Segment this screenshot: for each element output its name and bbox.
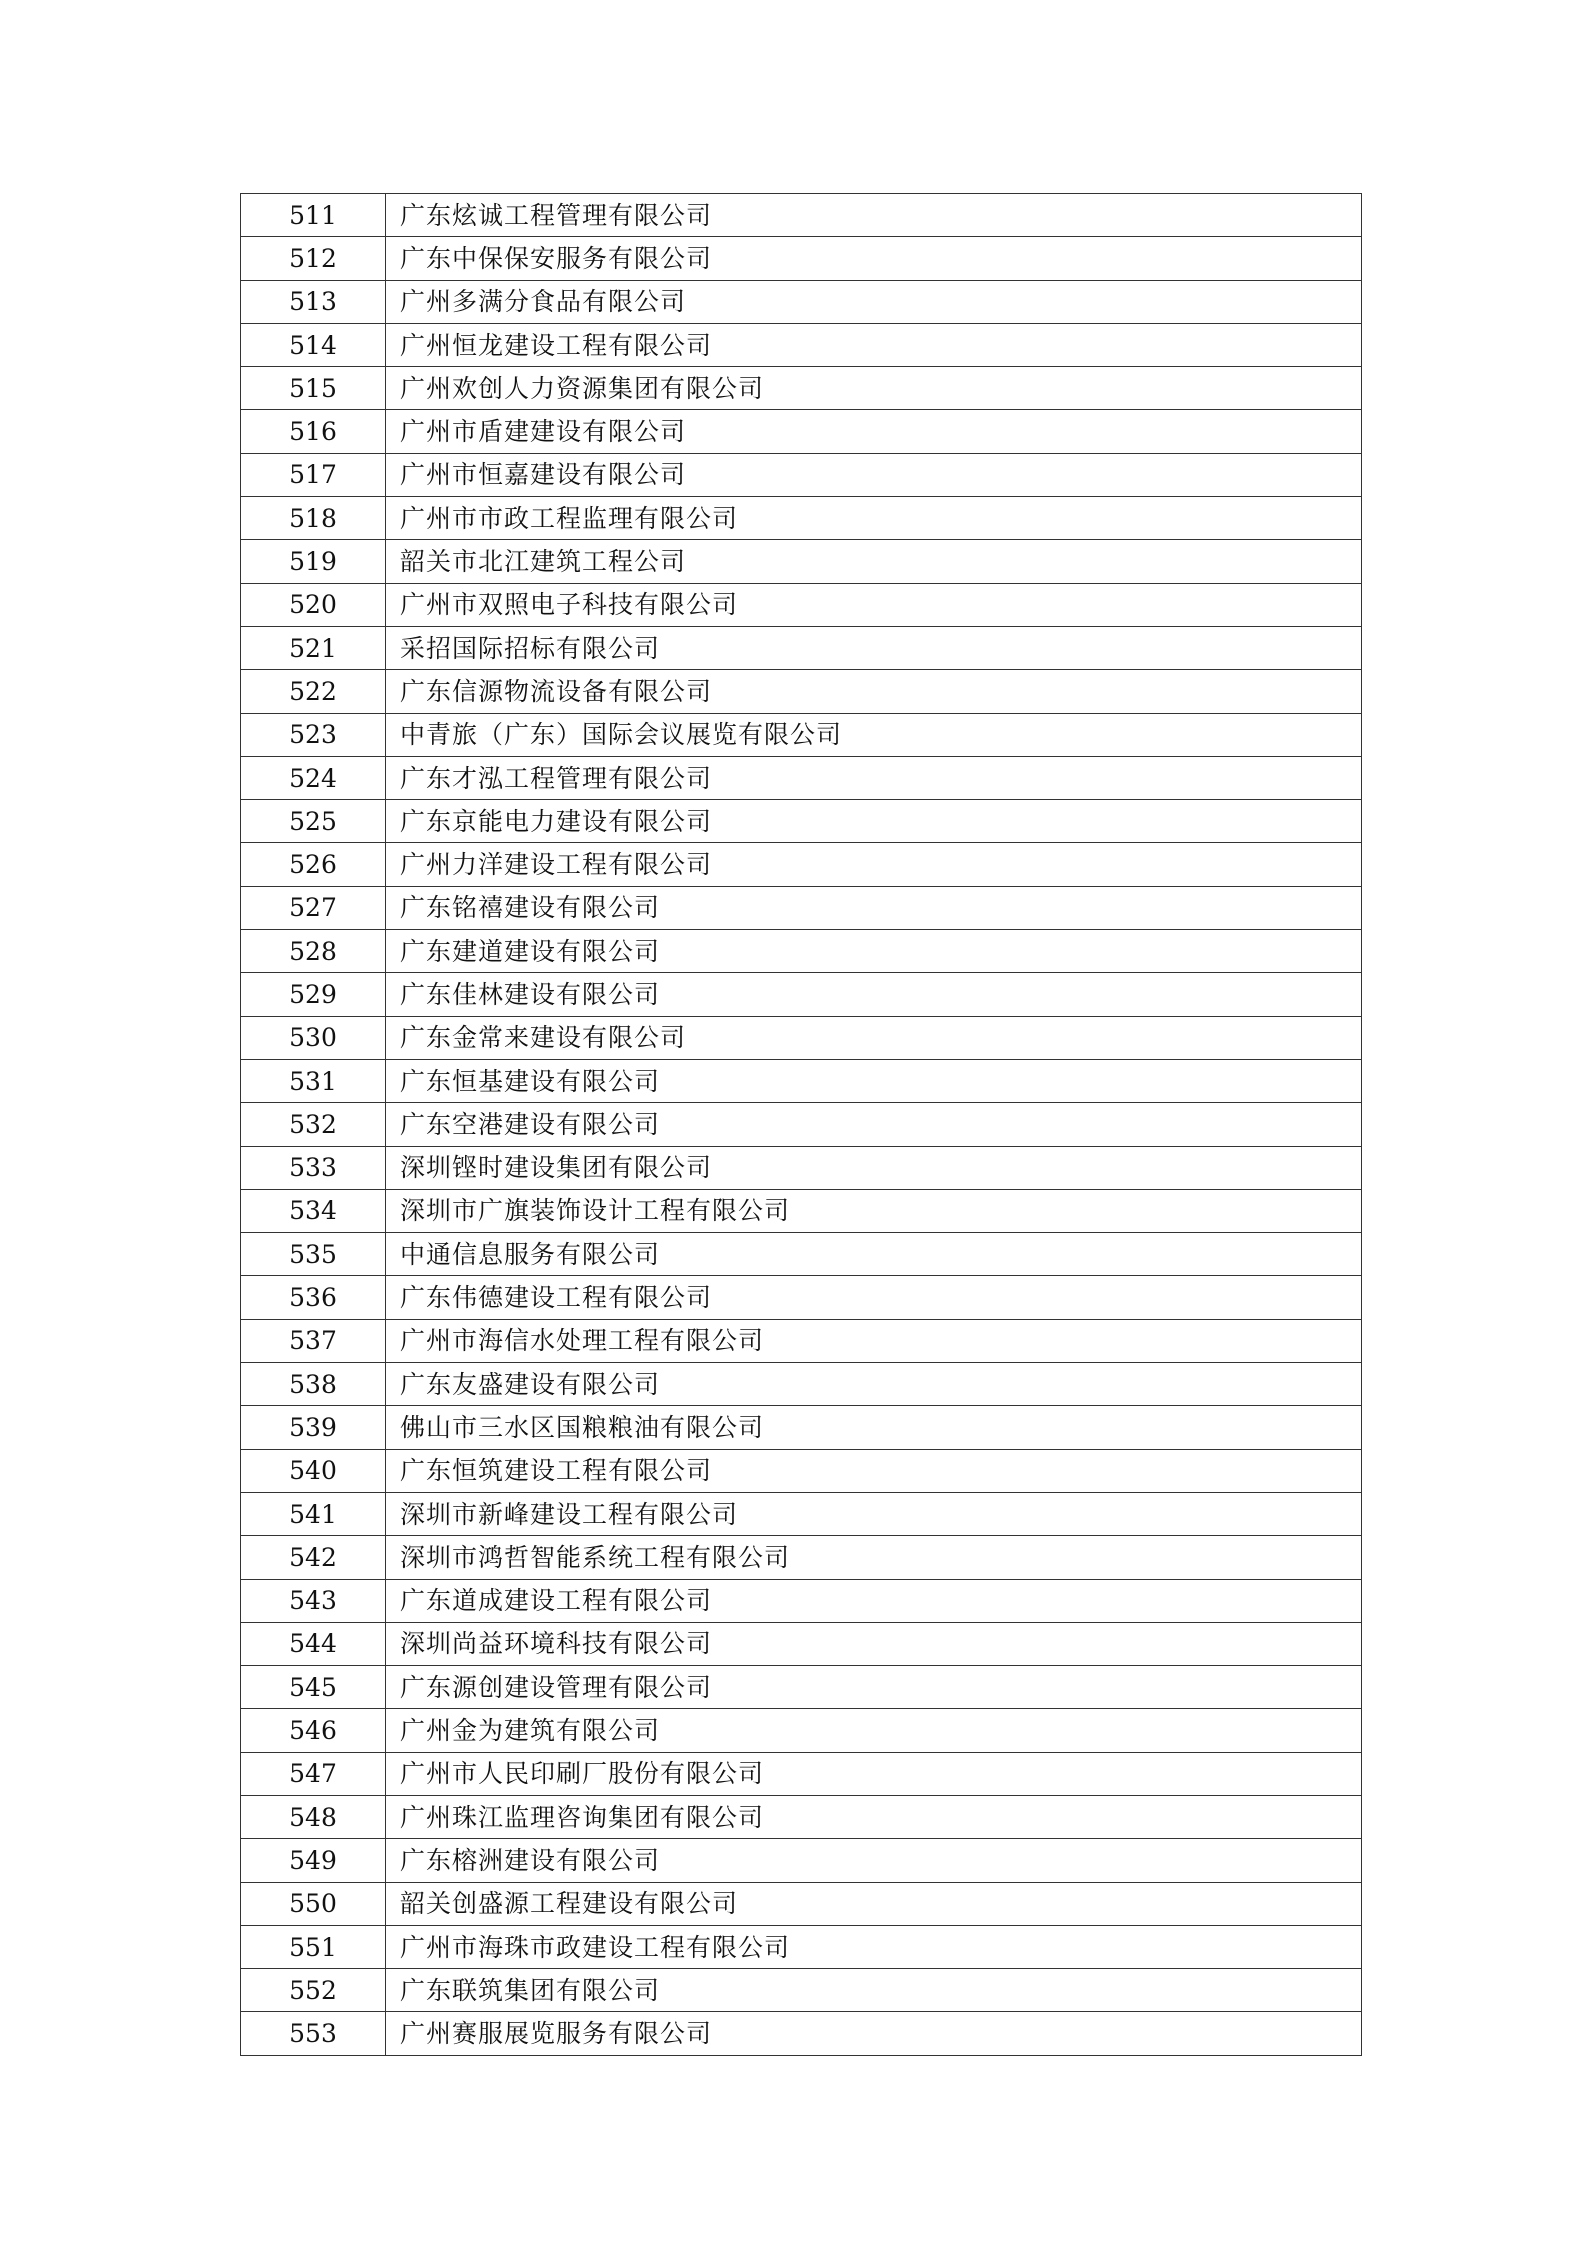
table-row <box>241 280 1362 323</box>
company-name: 广东榕洲建设有限公司 <box>386 1839 1362 1882</box>
company-name: 广州市双照电子科技有限公司 <box>386 583 1362 626</box>
row-number: 514 <box>241 323 386 366</box>
row-number: 518 <box>241 497 386 540</box>
table-row <box>241 323 1362 366</box>
company-name: 广州欢创人力资源集团有限公司 <box>386 367 1362 410</box>
company-name: 广东建道建设有限公司 <box>386 930 1362 973</box>
company-name: 中青旅（广东）国际会议展览有限公司 <box>386 713 1362 756</box>
row-number: 511 <box>241 194 386 237</box>
company-name: 广东中保保安服务有限公司 <box>386 237 1362 280</box>
company-name: 广东恒筑建设工程有限公司 <box>386 1449 1362 1492</box>
table-row <box>241 1363 1362 1406</box>
table-row <box>241 670 1362 713</box>
company-name: 佛山市三水区国粮粮油有限公司 <box>386 1406 1362 1449</box>
row-number: 523 <box>241 713 386 756</box>
row-number: 534 <box>241 1189 386 1232</box>
table-row <box>241 1492 1362 1535</box>
company-name: 中通信息服务有限公司 <box>386 1233 1362 1276</box>
company-name: 广东道成建设工程有限公司 <box>386 1579 1362 1622</box>
row-number: 524 <box>241 756 386 799</box>
table-row <box>241 756 1362 799</box>
row-number: 533 <box>241 1146 386 1189</box>
table-row <box>241 973 1362 1016</box>
company-name: 广州多满分食品有限公司 <box>386 280 1362 323</box>
table-row <box>241 1146 1362 1189</box>
row-number: 542 <box>241 1536 386 1579</box>
row-number: 536 <box>241 1276 386 1319</box>
table-row <box>241 1276 1362 1319</box>
row-number: 526 <box>241 843 386 886</box>
table-row <box>241 410 1362 453</box>
company-name: 广东恒基建设有限公司 <box>386 1059 1362 1102</box>
company-name: 广州市市政工程监理有限公司 <box>386 497 1362 540</box>
table-row <box>241 1406 1362 1449</box>
company-name: 深圳铿时建设集团有限公司 <box>386 1146 1362 1189</box>
row-number: 517 <box>241 453 386 496</box>
company-name: 广州市人民印刷厂股份有限公司 <box>386 1752 1362 1795</box>
row-number: 545 <box>241 1666 386 1709</box>
table-row <box>241 540 1362 583</box>
company-name: 广东空港建设有限公司 <box>386 1103 1362 1146</box>
table-row <box>241 497 1362 540</box>
company-name: 广州珠江监理咨询集团有限公司 <box>386 1795 1362 1838</box>
company-name: 广州市盾建建设有限公司 <box>386 410 1362 453</box>
company-name: 深圳市鸿哲智能系统工程有限公司 <box>386 1536 1362 1579</box>
table-row <box>241 800 1362 843</box>
table-row <box>241 1839 1362 1882</box>
table-row <box>241 1016 1362 1059</box>
company-name: 广东源创建设管理有限公司 <box>386 1666 1362 1709</box>
company-name: 广东联筑集团有限公司 <box>386 1969 1362 2012</box>
table-row <box>241 1319 1362 1362</box>
table-row <box>241 843 1362 886</box>
company-name: 采招国际招标有限公司 <box>386 626 1362 669</box>
table-row <box>241 453 1362 496</box>
table-row <box>241 1103 1362 1146</box>
table-row <box>241 237 1362 280</box>
company-name: 广东炫诚工程管理有限公司 <box>386 194 1362 237</box>
row-number: 513 <box>241 280 386 323</box>
table-row <box>241 1666 1362 1709</box>
row-number: 540 <box>241 1449 386 1492</box>
company-name: 广东佳林建设有限公司 <box>386 973 1362 1016</box>
company-name: 广东友盛建设有限公司 <box>386 1363 1362 1406</box>
row-number: 529 <box>241 973 386 1016</box>
table-row <box>241 583 1362 626</box>
row-number: 512 <box>241 237 386 280</box>
company-name: 广州市海珠市政建设工程有限公司 <box>386 1925 1362 1968</box>
table-row <box>241 194 1362 237</box>
table-row <box>241 367 1362 410</box>
company-name: 广州金为建筑有限公司 <box>386 1709 1362 1752</box>
table-row <box>241 886 1362 929</box>
row-number: 531 <box>241 1059 386 1102</box>
table-row <box>241 1449 1362 1492</box>
company-name: 深圳市广旗装饰设计工程有限公司 <box>386 1189 1362 1232</box>
row-number: 548 <box>241 1795 386 1838</box>
company-name: 广州恒龙建设工程有限公司 <box>386 323 1362 366</box>
company-name: 广州市恒嘉建设有限公司 <box>386 453 1362 496</box>
row-number: 538 <box>241 1363 386 1406</box>
row-number: 549 <box>241 1839 386 1882</box>
table-row <box>241 930 1362 973</box>
row-number: 541 <box>241 1492 386 1535</box>
table-row <box>241 1233 1362 1276</box>
company-name: 广东铭禧建设有限公司 <box>386 886 1362 929</box>
company-name: 广东金常来建设有限公司 <box>386 1016 1362 1059</box>
row-number: 527 <box>241 886 386 929</box>
row-number: 535 <box>241 1233 386 1276</box>
row-number: 521 <box>241 626 386 669</box>
table-row <box>241 1622 1362 1665</box>
row-number: 537 <box>241 1319 386 1362</box>
row-number: 543 <box>241 1579 386 1622</box>
row-number: 552 <box>241 1969 386 2012</box>
table-row <box>241 713 1362 756</box>
company-name: 广州力洋建设工程有限公司 <box>386 843 1362 886</box>
table-row <box>241 2012 1362 2055</box>
table-row <box>241 1579 1362 1622</box>
row-number: 528 <box>241 930 386 973</box>
table-row <box>241 1882 1362 1925</box>
row-number: 515 <box>241 367 386 410</box>
company-name: 深圳市新峰建设工程有限公司 <box>386 1492 1362 1535</box>
row-number: 547 <box>241 1752 386 1795</box>
company-list-body <box>241 194 1362 2056</box>
table-row <box>241 1969 1362 2012</box>
row-number: 539 <box>241 1406 386 1449</box>
company-list-table <box>240 193 1362 2056</box>
company-name: 广东才泓工程管理有限公司 <box>386 756 1362 799</box>
table-row <box>241 1709 1362 1752</box>
row-number: 532 <box>241 1103 386 1146</box>
row-number: 550 <box>241 1882 386 1925</box>
table-row <box>241 1752 1362 1795</box>
row-number: 520 <box>241 583 386 626</box>
row-number: 516 <box>241 410 386 453</box>
row-number: 530 <box>241 1016 386 1059</box>
company-name: 韶关市北江建筑工程公司 <box>386 540 1362 583</box>
table-row <box>241 1189 1362 1232</box>
company-name: 深圳尚益环境科技有限公司 <box>386 1622 1362 1665</box>
company-name: 广东信源物流设备有限公司 <box>386 670 1362 713</box>
row-number: 519 <box>241 540 386 583</box>
company-name: 广州市海信水处理工程有限公司 <box>386 1319 1362 1362</box>
table-row <box>241 1059 1362 1102</box>
table-row <box>241 1536 1362 1579</box>
row-number: 551 <box>241 1925 386 1968</box>
row-number: 525 <box>241 800 386 843</box>
table-row <box>241 1925 1362 1968</box>
row-number: 553 <box>241 2012 386 2055</box>
table-row <box>241 1795 1362 1838</box>
company-name: 广州赛服展览服务有限公司 <box>386 2012 1362 2055</box>
company-name: 广东京能电力建设有限公司 <box>386 800 1362 843</box>
company-name: 韶关创盛源工程建设有限公司 <box>386 1882 1362 1925</box>
table-row <box>241 626 1362 669</box>
row-number: 522 <box>241 670 386 713</box>
row-number: 546 <box>241 1709 386 1752</box>
company-name: 广东伟德建设工程有限公司 <box>386 1276 1362 1319</box>
row-number: 544 <box>241 1622 386 1665</box>
